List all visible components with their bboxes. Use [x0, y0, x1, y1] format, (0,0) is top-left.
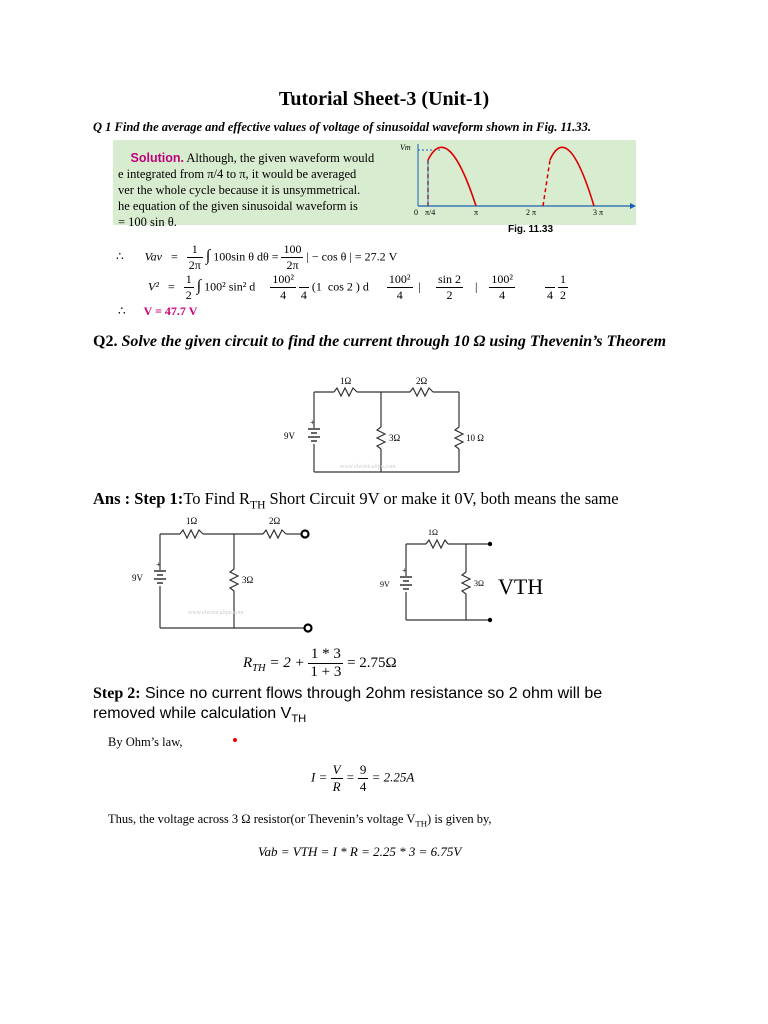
red-dot	[233, 738, 237, 742]
positive-half-cycle-1	[428, 147, 476, 206]
r10-label: 10 Ω	[466, 433, 484, 443]
rth-den: 1 + 3	[310, 664, 342, 680]
terminal-b	[305, 625, 312, 632]
watermark-2: www.electricaltpu.com	[188, 610, 244, 616]
terminal-a-vth	[488, 542, 492, 546]
r2-label-2: 2Ω	[269, 516, 281, 526]
r1-label-3: 1Ω	[428, 528, 438, 537]
vm-label: Vm	[400, 143, 411, 152]
i-lhs: I =	[311, 769, 331, 785]
svg-text:+: +	[310, 418, 315, 427]
rth-mid: = 2 +	[265, 654, 309, 671]
v-result-row: ∴ V = 47.7 V	[118, 304, 198, 318]
solution-line-4: he equation of the given sinusoidal waveform is	[118, 199, 358, 213]
i-d1: R	[332, 779, 341, 794]
source-label-3: 9V	[380, 580, 390, 589]
thus-main: Thus, the voltage across 3 Ω resistor(or Thevenin’s voltage V	[108, 812, 416, 826]
figure-caption: Fig. 11.33	[508, 224, 554, 235]
i-result: = 2.25A	[371, 769, 415, 785]
i-d2: 4	[359, 779, 367, 794]
r3-label-3: 3Ω	[474, 579, 484, 588]
x-label-2pi: 2 π	[526, 208, 537, 217]
solution-line-5: = 100 sin θ.	[118, 215, 177, 229]
step-2-label: Step 2:	[93, 685, 141, 702]
v-result: V = 47.7 V	[143, 304, 198, 318]
question-2-number: Q2.	[93, 333, 118, 350]
x-label-pi: π	[474, 208, 479, 217]
answer-sub: TH	[250, 499, 266, 512]
v2-lhs: V²	[148, 279, 159, 294]
page-title: Tutorial Sheet-3 (Unit-1)	[278, 88, 490, 110]
source-label: 9V	[284, 431, 295, 441]
answer-prefix: Ans : Step 1:	[93, 489, 184, 508]
vab-equation: Vab = VTH = I * R = 2.25 * 3 = 6.75V	[258, 844, 462, 859]
solution-line-2: e integrated from π/4 to π, it would be averaged	[118, 167, 357, 181]
step-2-text: Since no current flows through 2ohm resistance so 2 ohm will be removed while calculation V	[93, 685, 603, 722]
svg-text:+: +	[156, 560, 161, 569]
answer-text-b: Short Circuit 9V or make it 0V, both means the same	[265, 489, 619, 508]
vav-formula: ∴ Vav = $\frac{1}{2\pi}$ ∫ 100sin θ dθ = $\frac{100}{2\pi}$ | − cos θ | = 27.2 V	[116, 242, 398, 272]
r1-label-2: 1Ω	[186, 516, 198, 526]
vav-rhs: 100sin θ dθ =	[213, 249, 279, 264]
question-2-text: Solve the given circuit to find the current through 10 Ω using Thevenin’s Theorem	[121, 333, 667, 350]
r3-label: 3Ω	[389, 433, 401, 443]
waveform-figure	[398, 140, 636, 225]
svg-text:+: +	[402, 566, 407, 575]
r1-label: 1Ω	[340, 376, 352, 386]
x-label-0: 0	[414, 208, 418, 217]
watermark: www.electricaltpu.com	[340, 464, 396, 470]
rth-num: 1 * 3	[308, 646, 343, 664]
thus-text	[108, 812, 492, 829]
step-2-sub: TH	[291, 713, 307, 726]
terminal-b-vth	[488, 618, 492, 622]
x-label-pi-4: π/4	[425, 208, 436, 217]
circuit-diagram-original	[282, 372, 492, 482]
i-n2: 9	[359, 762, 367, 777]
answer-text-a: To Find R	[183, 489, 251, 508]
i-eq: =	[345, 769, 358, 785]
v2-rhs: 100² sin² d	[204, 279, 256, 294]
positive-half-cycle-2	[550, 147, 594, 206]
thus-end: ) is given by,	[427, 812, 492, 826]
answer-step-1	[93, 489, 619, 511]
vth-handwritten-label: VTH	[498, 574, 544, 599]
solution-line-1: Although, the given waveform would	[186, 151, 375, 165]
vav-result: = 27.2 V	[354, 249, 398, 264]
v2-formula: V² = $\frac{1}{2}$ ∫ 100² sin² d $\frac{\text{100²}}{4}$ 4 (1 cos 2 ) d $\frac{\text{100²}}{4}$ | $\frac{\sin 2}{2}$ | $\frac{\text{100²}}{4}$ 4 $\frac{1}{2}$	[148, 272, 566, 302]
dashed-rise-2	[543, 160, 550, 206]
circuit-diagram-vth	[378, 522, 558, 624]
current-equation	[311, 762, 414, 795]
rth-lhs: R	[243, 654, 253, 671]
solution-label: Solution.	[130, 151, 184, 165]
terminal-a	[302, 531, 309, 538]
vav-lhs: Vav	[144, 249, 162, 264]
r3-label-2: 3Ω	[242, 575, 254, 585]
rth-lhs-sub: TH	[252, 662, 266, 674]
ohms-law-text: By Ohm’s law,	[108, 735, 183, 749]
solution-text	[118, 150, 403, 230]
step-2	[93, 684, 653, 729]
question-1: Q 1 Find the average and effective values of voltage of sinusoidal waveform shown in Fig. 11.33.	[93, 120, 592, 134]
rth-result: = 2.75Ω	[347, 654, 397, 671]
i-n1: V	[332, 762, 341, 777]
circuit-diagram-rth	[128, 512, 328, 634]
thus-sub: TH	[415, 818, 428, 829]
r2-label: 2Ω	[416, 376, 428, 386]
rth-equation	[243, 646, 397, 681]
source-label-2: 9V	[132, 573, 143, 583]
question-2	[93, 332, 693, 352]
x-label-3pi: 3 π	[593, 208, 604, 217]
solution-line-3: ver the whole cycle because it is unsymmetrical.	[118, 183, 361, 197]
